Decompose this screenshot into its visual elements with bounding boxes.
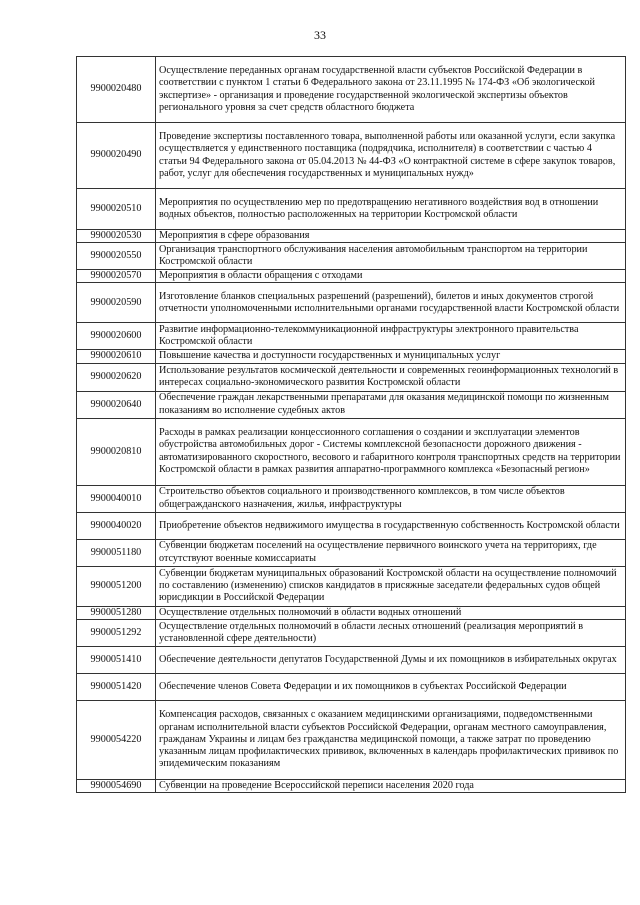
row-description: Развитие информационно-телекоммуникационной инфраструктуры электронного правительства Костромской области — [156, 323, 626, 350]
row-code: 9900020570 — [77, 270, 156, 283]
row-code: 9900054690 — [77, 779, 156, 792]
row-description: Использование результатов космической деятельности и современных геоинформационных технологий в интересах социально-экономического развития Костромской области — [156, 363, 626, 391]
table-row — [77, 283, 626, 323]
table-row — [77, 646, 626, 673]
row-code: 9900020490 — [77, 123, 156, 189]
row-code: 9900020590 — [77, 283, 156, 323]
row-description: Субвенции на проведение Всероссийской переписи населения 2020 года — [156, 779, 626, 792]
table-row — [77, 418, 626, 485]
row-description: Мероприятия по осуществлению мер по предотвращению негативного воздействия вод в отношении водных объектов, полностью расположенных на территории Костромской области — [156, 189, 626, 230]
row-code: 9900051410 — [77, 646, 156, 673]
row-code: 9900051180 — [77, 539, 156, 566]
row-description: Изготовление бланков специальных разрешений (разрешений), билетов и иных документов строгой отчетности уполномоченными исполнительными органами государственной власти Костромской области — [156, 283, 626, 323]
table-row — [77, 606, 626, 619]
row-description: Субвенции бюджетам поселений на осуществление первичного воинского учета на территориях, где отсутствуют военные комиссариаты — [156, 539, 626, 566]
row-code: 9900020610 — [77, 350, 156, 363]
row-code: 9900020530 — [77, 230, 156, 243]
row-description: Субвенции бюджетам муниципальных образований Костромской области на осуществление полномочий по составлению (изменению) списков кандидатов в присяжные заседатели федеральных судов общей юрисдикции в Российской Федерации — [156, 566, 626, 606]
table-row — [77, 363, 626, 391]
row-description: Компенсация расходов, связанных с оказанием медицинскими организациями, подведомственными органам исполнительной власти субъектов Российской Федерации, органам местного самоуправления, гражданам Украины и лицам без гражданства медицинской помощи, а также затрат по проведению указанным лицам профилактических прививок, включенных в календарь профилактических прививок по эпидемическим показаниям — [156, 700, 626, 779]
row-description: Строительство объектов социального и производственного комплексов, в том числе объектов общегражданского назначения, жилья, инфраструктуры — [156, 485, 626, 512]
table-row — [77, 539, 626, 566]
table-row — [77, 57, 626, 123]
row-description: Обеспечение деятельности депутатов Государственной Думы и их помощников в избирательных округах — [156, 646, 626, 673]
row-description: Осуществление переданных органам государственной власти субъектов Российской Федерации в соответствии с пунктом 1 статьи 6 Федерального закона от 23.11.1995 № 174-ФЗ «Об экологической экспертизе» - организация и проведение государственной экологической экспертизы объектов регионального уровня за счет средств областного бюджета — [156, 57, 626, 123]
page-number: 33 — [314, 28, 326, 42]
table-row — [77, 391, 626, 418]
row-code: 9900020600 — [77, 323, 156, 350]
row-description: Обеспечение граждан лекарственными препаратами для оказания медицинской помощи по жизненным показаниям во исполнение судебных актов — [156, 391, 626, 418]
table-row — [77, 270, 626, 283]
row-code: 9900040010 — [77, 485, 156, 512]
table-row — [77, 485, 626, 512]
row-description: Организация транспортного обслуживания населения автомобильным транспортом на территории Костромской области — [156, 243, 626, 270]
row-code: 9900051280 — [77, 606, 156, 619]
table-row — [77, 700, 626, 779]
row-code: 9900054220 — [77, 700, 156, 779]
row-code: 9900020510 — [77, 189, 156, 230]
table-row — [77, 619, 626, 646]
row-description: Мероприятия в сфере образования — [156, 230, 626, 243]
row-description: Осуществление отдельных полномочий в области водных отношений — [156, 606, 626, 619]
row-code: 9900020550 — [77, 243, 156, 270]
table-row — [77, 673, 626, 700]
row-description: Обеспечение членов Совета Федерации и их помощников в субъектах Российской Федерации — [156, 673, 626, 700]
row-description: Повышение качества и доступности государственных и муниципальных услуг — [156, 350, 626, 363]
row-code: 9900051292 — [77, 619, 156, 646]
budget-code-table — [76, 56, 626, 793]
row-code: 9900020810 — [77, 418, 156, 485]
row-code: 9900020640 — [77, 391, 156, 418]
table-row — [77, 189, 626, 230]
row-description: Расходы в рамках реализации концессионного соглашения о создании и эксплуатации элементов обустройства автомобильных дорог - Системы комплексной безопасности дорожного движения - автоматизированного скоростного, весового и габаритного контроля транспортных средств на территории Костромской области в рамках развития аппаратно-программного комплекса «Безопасный регион» — [156, 418, 626, 485]
row-code: 9900020620 — [77, 363, 156, 391]
row-code: 9900051420 — [77, 673, 156, 700]
table-row — [77, 779, 626, 792]
row-description: Приобретение объектов недвижимого имущества в государственную собственность Костромской области — [156, 512, 626, 539]
table-row — [77, 123, 626, 189]
table-row — [77, 350, 626, 363]
table-row — [77, 323, 626, 350]
row-description: Мероприятия в области обращения с отходами — [156, 270, 626, 283]
row-description: Осуществление отдельных полномочий в области лесных отношений (реализация мероприятий в установленной сфере деятельности) — [156, 619, 626, 646]
table-row — [77, 230, 626, 243]
row-code: 9900040020 — [77, 512, 156, 539]
table-body — [77, 57, 626, 793]
row-description: Проведение экспертизы поставленного товара, выполненной работы или оказанной услуги, если закупка осуществляется у единственного поставщика (подрядчика, исполнителя) в соответствии с частью 4 статьи 94 Федерального закона от 05.04.2013 № 44-ФЗ «О контрактной системе в сфере закупок товаров, работ, услуг для обеспечения государственных и муниципальных нужд» — [156, 123, 626, 189]
row-code: 9900020480 — [77, 57, 156, 123]
row-code: 9900051200 — [77, 566, 156, 606]
table-row — [77, 243, 626, 270]
table-row — [77, 566, 626, 606]
table-row — [77, 512, 626, 539]
